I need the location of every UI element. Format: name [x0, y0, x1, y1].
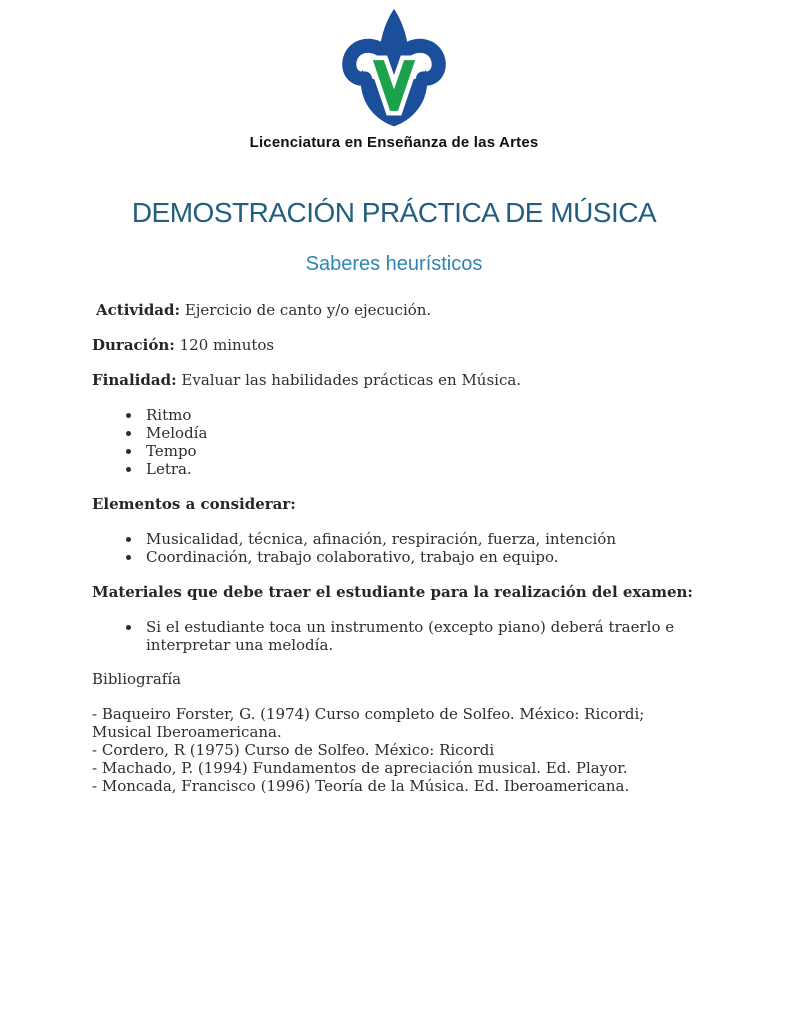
materials-list	[92, 618, 696, 654]
list-item-instrumento: • Si el estudiante toca un instrumento (excepto piano) deberá traerlo e interpretar una melodía.	[142, 618, 696, 654]
bibliography-entry-cordero: - Cordero, R (1975) Curso de Solfeo. México: Ricordi	[92, 741, 495, 759]
list-item-coordinacion: • Coordinación, trabajo colaborativo, trabajo en equipo.	[142, 548, 696, 566]
materials-heading: Materiales que debe traer el estudiante para la realización del examen:	[92, 583, 693, 601]
list-item-melodia: • Melodía	[142, 424, 696, 442]
evaluation-aspects-list	[92, 406, 696, 478]
elements-heading: Elementos a considerar:	[92, 495, 296, 513]
bibliography-entries	[92, 705, 696, 795]
list-item-ritmo: • Ritmo	[142, 406, 696, 424]
bibliography-entry-moncada: - Moncada, Francisco (1996) Teoría de la Música. Ed. Iberoamericana.	[92, 777, 630, 795]
field-finalidad-value: Evaluar las habilidades prácticas en Música.	[181, 371, 522, 389]
logo-caption: Licenciatura en Enseñanza de las Artes	[249, 134, 539, 151]
header	[92, 8, 696, 152]
field-actividad-value: Ejercicio de canto y/o ejecución.	[184, 301, 432, 319]
bibliography-entry-baqueiro: - Baqueiro Forster, G. (1974) Curso completo de Solfeo. México: Ricordi; Musical Iberoamericana.	[92, 705, 645, 741]
list-item-musicalidad: • Musicalidad, técnica, afinación, respiración, fuerza, intención	[142, 530, 696, 548]
list-item-letra: • Letra.	[142, 460, 696, 478]
page-title: DEMOSTRACIÓN PRÁCTICA DE MÚSICA	[131, 197, 657, 228]
bibliography-heading: Bibliografía	[92, 670, 182, 688]
field-finalidad	[92, 371, 696, 389]
field-duracion-label: Duración:	[92, 336, 175, 354]
bibliography-entry-machado: - Machado, P. (1994) Fundamentos de apreciación musical. Ed. Playor.	[92, 759, 628, 777]
field-duracion-value: 120 minutos	[179, 336, 275, 354]
field-duracion	[92, 336, 696, 354]
field-actividad	[92, 301, 696, 319]
universidad-veracruzana-logo	[328, 8, 460, 132]
field-finalidad-label: Finalidad:	[92, 371, 177, 389]
field-actividad-label: Actividad:	[96, 301, 181, 319]
elements-list	[92, 530, 696, 566]
page-subtitle: Saberes heurísticos	[305, 253, 483, 275]
list-item-tempo: • Tempo	[142, 442, 696, 460]
